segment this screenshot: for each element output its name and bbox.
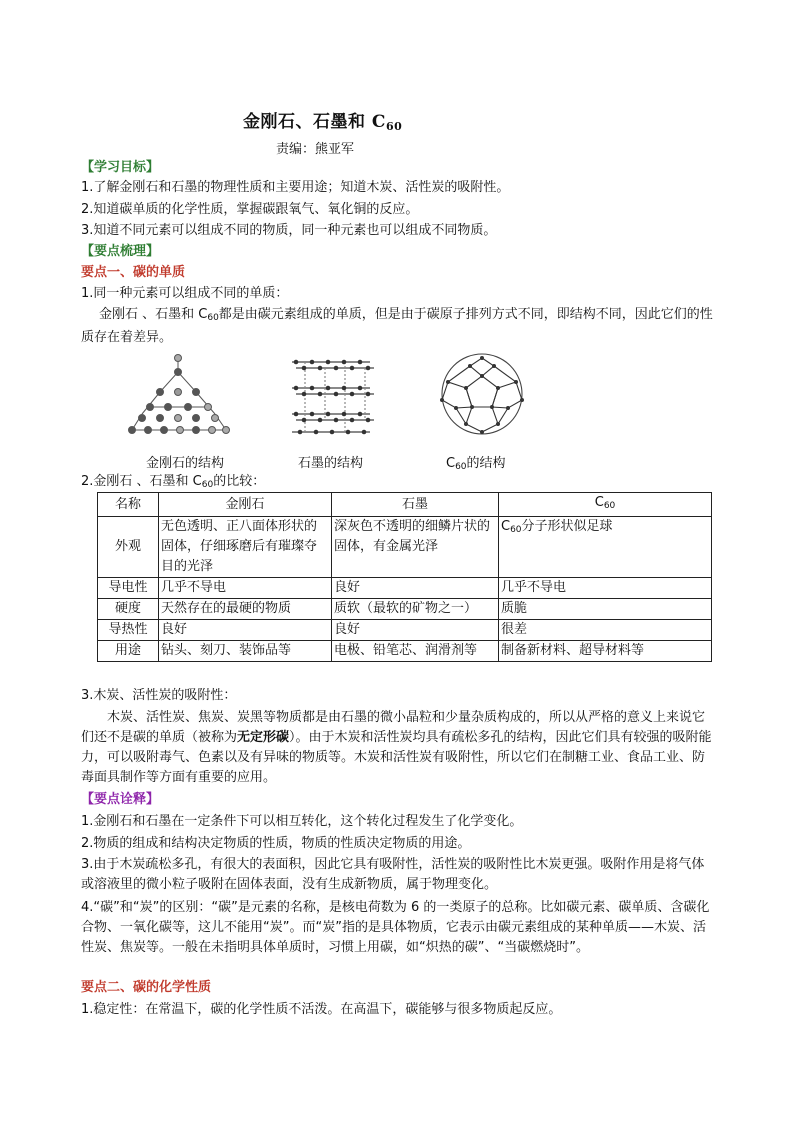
table-row — [98, 641, 712, 662]
comparison-table — [97, 492, 712, 662]
graphite-structure-icon — [292, 360, 374, 435]
section-points-heading: 【要点梳理】 — [81, 244, 160, 259]
table-row — [98, 599, 712, 620]
explain-item: 4.“碳”和“炭”的区别：“碳”是元素的名称，是核电荷数为 6 的一类原子的总称。比如碳元素、碳单质、含碳化合物、一氧化碳等，这儿不能用“炭”。而“炭”指的是具体物质，它表示由碳元素组成的某种单质——木炭、活性炭、焦炭等。一般在未指明具体单质时，习惯上用碳，如“炽热的碳”、“当碳燃烧时”。 — [81, 900, 710, 955]
point-one-title: 要点一、碳的单质 — [81, 265, 186, 280]
figure-caption-diamond: 金刚石的结构 — [146, 456, 225, 471]
table-header-cell: 石墨 — [332, 493, 499, 517]
table-cell: 质脆 — [499, 599, 712, 620]
table-cell: 几乎不导电 — [499, 578, 712, 599]
table-header-row — [98, 493, 712, 517]
table-row — [98, 578, 712, 599]
table-cell: 电极、铅笔芯、润滑剂等 — [332, 641, 499, 662]
table-cell-name: 导电性 — [98, 578, 159, 599]
table-cell: 深灰色不透明的细鳞片状的固体，有金属光泽 — [332, 517, 499, 578]
point-one-item-3: 3.木炭、活性炭的吸附性： — [81, 688, 237, 703]
point-two-item-1: 1.稳定性：在常温下，碳的化学性质不活泼。在高温下，碳能够与很多物质起反应。 — [81, 1002, 562, 1017]
section-goals-heading: 【学习目标】 — [81, 160, 160, 175]
adsorption-paragraph: 木炭、活性炭、焦炭、炭黑等物质都是由石墨的微小晶粒和少量杂质构成的，所以从严格的意义上来说它们还不是碳的单质（被称为无定形碳）。由于木炭和活性炭均具有疏松多孔的结构，因此它们具有较强的吸附能力，可以吸附毒气、色素以及有异味的物质等。木炭和活性炭有吸附性，所以它们在制糖工业、食品工业、防毒面具制作等方面有重要的应用。 — [81, 710, 712, 785]
c60-structure-icon — [440, 354, 524, 434]
table-cell: $C_{60}$分子形状似足球 — [499, 517, 712, 578]
table-cell: 钻头、刻刀、装饰品等 — [159, 641, 332, 662]
table-cell-name: 外观 — [98, 517, 159, 578]
editor-credit: 责编：熊亚军 — [276, 142, 355, 157]
page-title: 金刚石、石墨和 $C_{60}$ — [243, 112, 403, 133]
carbon-structure-figures — [120, 352, 540, 442]
explain-item: 2.物质的组成和结构决定物质的性质，物质的性质决定物质的用途。 — [81, 836, 471, 851]
table-row — [98, 517, 712, 578]
explain-item: 3.由于木炭疏松多孔，有很大的表面积，因此它具有吸附性，活性炭的吸附性比木炭更强。吸附作用是将气体或溶液里的微小粒子吸附在固体表面，没有生成新物质，属于物理变化。 — [81, 857, 705, 892]
point-one-item-2: 2.金刚石 、石墨和 $C_{60}$的比较： — [81, 474, 266, 490]
table-cell: 质软（最软的矿物之一） — [332, 599, 499, 620]
table-cell-name: 导热性 — [98, 620, 159, 641]
table-cell: 很差 — [499, 620, 712, 641]
diamond-structure-icon — [129, 355, 230, 434]
figure-caption-c60: $C_{60}$的结构 — [446, 456, 506, 472]
table-cell-name: 用途 — [98, 641, 159, 662]
point-two-title: 要点二、碳的化学性质 — [81, 980, 212, 995]
table-header-cell: 名称 — [98, 493, 159, 517]
explain-item: 1.金刚石和石墨在一定条件下可以相互转化，这个转化过程发生了化学变化。 — [81, 814, 523, 829]
point-one-paragraph: 金刚石 、石墨和 $C_{60}$都是由碳元素组成的单质，但是由于碳原子排列方式不同，即结构不同，因此它们的性质存在着差异。 — [81, 307, 713, 345]
section-explain-heading: 【要点诠释】 — [81, 792, 160, 807]
table-cell: 无色透明、正八面体形状的固体，仔细琢磨后有璀璨夺目的光泽 — [159, 517, 332, 578]
figure-caption-graphite: 石墨的结构 — [298, 456, 364, 471]
goal-item: 1.了解金刚石和石墨的物理性质和主要用途；知道木炭、活性炭的吸附性。 — [81, 180, 510, 195]
table-header-cell: 金刚石 — [159, 493, 332, 517]
table-cell: 良好 — [159, 620, 332, 641]
table-header-cell: $C_{60}$ — [499, 493, 712, 517]
goal-item: 3.知道不同元素可以组成不同的物质，同一种元素也可以组成不同物质。 — [81, 223, 497, 238]
table-cell: 制备新材料、超导材料等 — [499, 641, 712, 662]
table-cell: 天然存在的最硬的物质 — [159, 599, 332, 620]
point-one-item-1: 1.同一种元素可以组成不同的单质： — [81, 286, 289, 301]
table-cell: 几乎不导电 — [159, 578, 332, 599]
table-cell: 良好 — [332, 578, 499, 599]
goal-item: 2.知道碳单质的化学性质，掌握碳跟氧气、氧化铜的反应。 — [81, 202, 419, 217]
table-cell: 良好 — [332, 620, 499, 641]
table-row — [98, 620, 712, 641]
table-cell-name: 硬度 — [98, 599, 159, 620]
